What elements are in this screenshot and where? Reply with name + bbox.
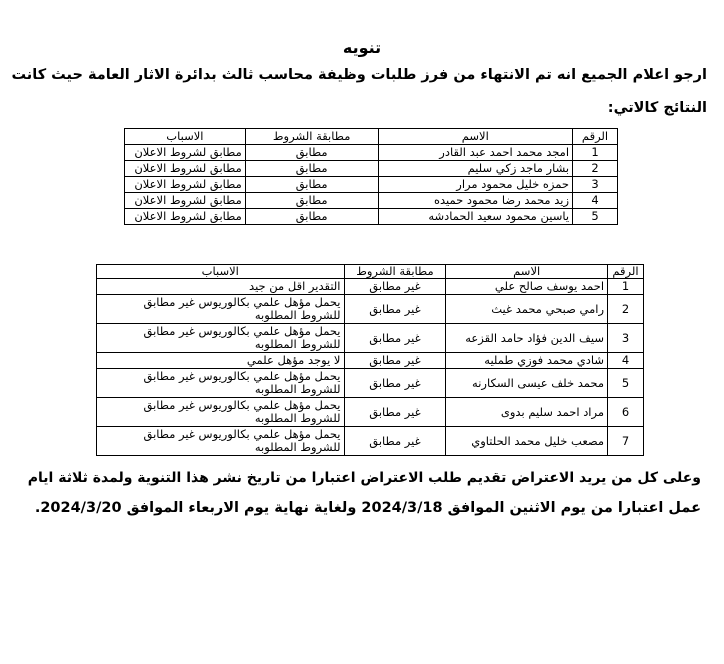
row-num: 5: [608, 369, 644, 398]
row-reason: مطابق لشروط الاعلان: [125, 161, 246, 177]
row-status: مطابق: [245, 209, 378, 225]
row-reason: مطابق لشروط الاعلان: [125, 145, 246, 161]
row-name: حمزه خليل محمود مرار: [378, 177, 573, 193]
non-matching-applicants-table: [96, 264, 644, 456]
row-name: رامي صبحي محمد غيث: [446, 295, 608, 324]
row-status: غير مطابق: [344, 353, 446, 369]
table-row: [97, 369, 644, 398]
table-row: [125, 209, 618, 225]
row-name: ياسين محمود سعيد الحمادشه: [378, 209, 573, 225]
row-name: سيف الدين فؤاد حامد القزعه: [446, 324, 608, 353]
row-num: 2: [573, 161, 618, 177]
header-status: مطابقة الشروط: [344, 265, 446, 279]
header-num: الرقم: [608, 265, 644, 279]
row-name: بشار ماجد زكي سليم: [378, 161, 573, 177]
row-name: محمد خلف عيسى السكارنه: [446, 369, 608, 398]
table-header-row: [125, 129, 618, 145]
row-num: 1: [573, 145, 618, 161]
row-num: 6: [608, 398, 644, 427]
row-name: مراد احمد سليم بدوى: [446, 398, 608, 427]
header-reason: الاسباب: [97, 265, 345, 279]
matching-applicants-table: [124, 128, 618, 225]
row-num: 5: [573, 209, 618, 225]
row-reason: يحمل مؤهل علمي بكالوريوس غير مطابق للشروط المطلوبه: [97, 295, 345, 324]
row-reason: يحمل مؤهل علمي بكالوريوس غير مطابق للشروط المطلوبه: [97, 398, 345, 427]
row-name: زيد محمد رضا محمود حميده: [378, 193, 573, 209]
row-status: مطابق: [245, 193, 378, 209]
table-row: [125, 145, 618, 161]
row-status: غير مطابق: [344, 369, 446, 398]
header-reason: الاسباب: [125, 129, 246, 145]
header-name: الاسم: [446, 265, 608, 279]
table-row: [125, 177, 618, 193]
table-row: [125, 193, 618, 209]
row-reason: التقدير اقل من جيد: [97, 279, 345, 295]
header-name: الاسم: [378, 129, 573, 145]
table-row: [97, 279, 644, 295]
objection-text-line2: عمل اعتبارا من يوم الاثنين الموافق 2024/3/18 ولغاية نهاية يوم الاربعاء الموافق 2024/3/20.: [34, 500, 701, 516]
row-reason: يحمل مؤهل علمي بكالوريوس غير مطابق للشروط المطلوبه: [97, 427, 345, 456]
table-row: [97, 295, 644, 324]
row-reason: مطابق لشروط الاعلان: [125, 193, 246, 209]
row-name: شادي محمد فوزي طمليه: [446, 353, 608, 369]
row-status: مطابق: [245, 177, 378, 193]
row-num: 4: [608, 353, 644, 369]
objection-text-line1: وعلى كل من يريد الاعتراض تقديم طلب الاعتراض اعتبارا من تاريخ نشر هذا التنوية ولمدة ثلاثة ايام: [27, 470, 701, 486]
header-status: مطابقة الشروط: [245, 129, 378, 145]
row-reason: يحمل مؤهل علمي بكالوريوس غير مطابق للشروط المطلوبه: [97, 324, 345, 353]
row-reason: يحمل مؤهل علمي بكالوريوس غير مطابق للشروط المطلوبه: [97, 369, 345, 398]
header-num: الرقم: [573, 129, 618, 145]
row-name: احمد يوسف صالح علي: [446, 279, 608, 295]
row-status: مطابق: [245, 145, 378, 161]
table-row: [125, 161, 618, 177]
notice-title: تنويه: [342, 38, 382, 57]
row-num: 4: [573, 193, 618, 209]
row-status: غير مطابق: [344, 324, 446, 353]
row-num: 3: [608, 324, 644, 353]
table-row: [97, 398, 644, 427]
table-row: [97, 324, 644, 353]
table-row: [97, 427, 644, 456]
row-num: 3: [573, 177, 618, 193]
row-num: 1: [608, 279, 644, 295]
row-reason: مطابق لشروط الاعلان: [125, 177, 246, 193]
row-num: 2: [608, 295, 644, 324]
row-name: امجد محمد احمد عبد القادر: [378, 145, 573, 161]
row-status: غير مطابق: [344, 427, 446, 456]
row-status: غير مطابق: [344, 398, 446, 427]
row-name: مصعب خليل محمد الحلتاوي: [446, 427, 608, 456]
row-status: غير مطابق: [344, 279, 446, 295]
row-status: مطابق: [245, 161, 378, 177]
intro-text-line2: النتائج كالاتي:: [607, 100, 707, 116]
row-status: غير مطابق: [344, 295, 446, 324]
table-header-row: [97, 265, 644, 279]
row-num: 7: [608, 427, 644, 456]
table-row: [97, 353, 644, 369]
intro-text-line1: ارجو اعلام الجميع انه تم الانتهاء من فرز طلبات وظيفة محاسب ثالث بدائرة الاثار العامة حيث كانت: [11, 67, 707, 83]
row-reason: مطابق لشروط الاعلان: [125, 209, 246, 225]
row-reason: لا يوجد مؤهل علمي: [97, 353, 345, 369]
